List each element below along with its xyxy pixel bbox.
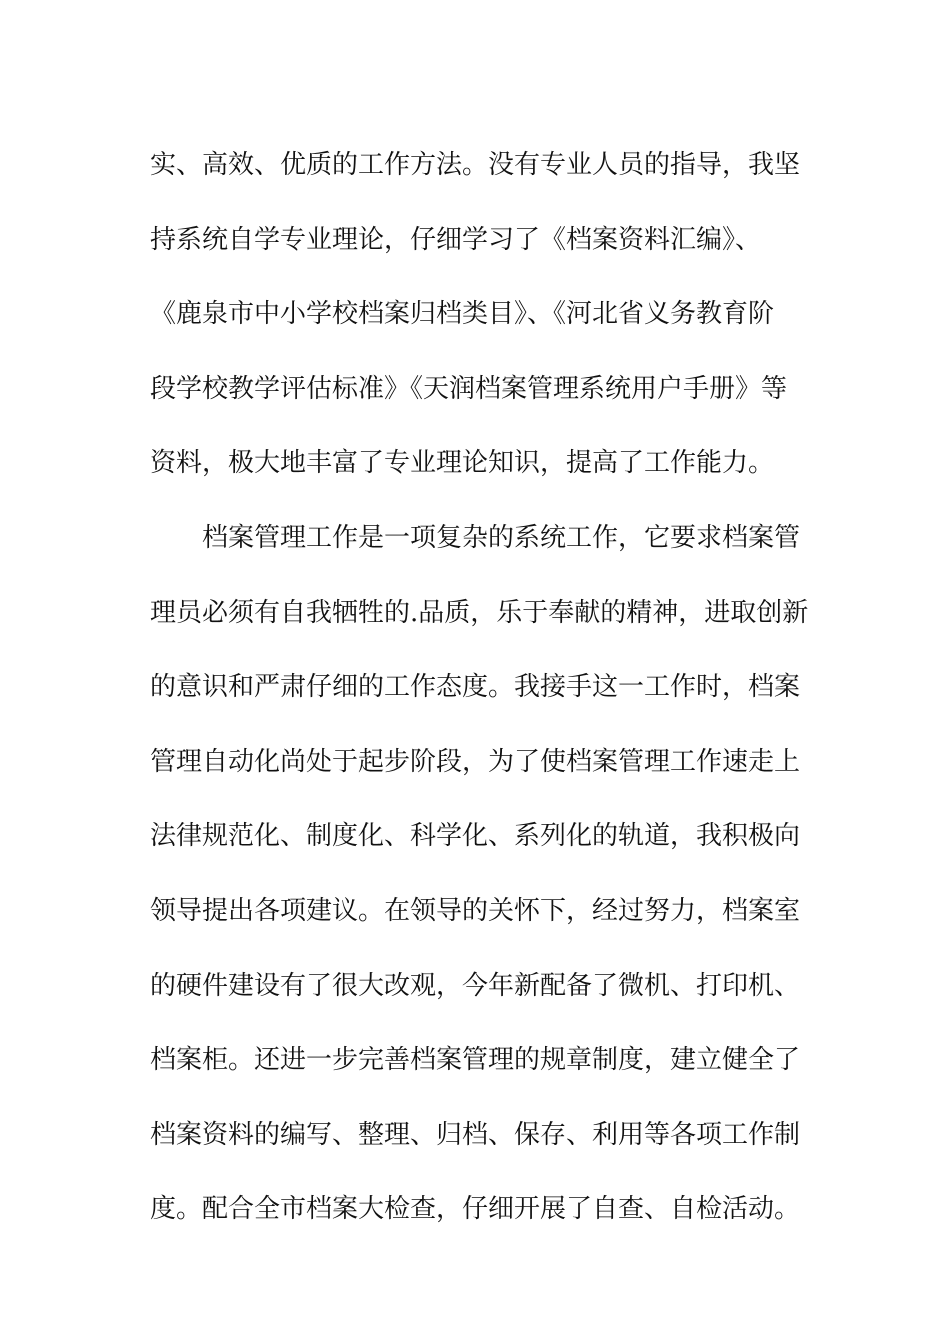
paragraph-line: 的意识和严肃仔细的工作态度。我接手这一工作时，档案 [150, 672, 801, 703]
paragraph-line: 资料，极大地丰富了专业理论知识，提高了工作能力。 [150, 448, 775, 479]
paragraph-line: 管理自动化尚处于起步阶段，为了使档案管理工作速走上 [150, 746, 801, 777]
paragraph-line: 《鹿泉市中小学校档案归档类目》、《河北省义务教育阶 [150, 299, 775, 330]
paragraph-line: 的硬件建设有了很大改观，今年新配备了微机、打印机、 [150, 970, 801, 1001]
document-body [150, 128, 810, 1247]
paragraph-line: 持系统自学专业理论，仔细学习了《档案资料汇编》、 [150, 224, 762, 255]
paragraph-line: 段学校教学评估标准》《天润档案管理系统用户手册》等 [150, 373, 788, 404]
paragraph-line: 领导提出各项建议。在领导的关怀下，经过努力，档案室 [150, 895, 801, 926]
paragraph-line: 理员必须有自我牺牲的.品质，乐于奉献的精神，进取创新 [150, 597, 809, 628]
paragraph-2 [150, 501, 810, 1247]
paragraph-1 [150, 128, 810, 501]
paragraph-line: 档案管理工作是一项复杂的系统工作，它要求档案管 [202, 522, 801, 553]
paragraph-line: 档案资料的编写、整理、归档、保存、利用等各项工作制 [150, 1119, 801, 1150]
paragraph-line: 度。配合全市档案大检查，仔细开展了自查、自检活动。 [150, 1194, 801, 1225]
paragraph-line: 实、高效、优质的工作方法。没有专业人员的指导，我坚 [150, 150, 801, 180]
paragraph-line: 法律规范化、制度化、科学化、系列化的轨道，我积极向 [150, 821, 801, 852]
paragraph-line: 档案柜。还进一步完善档案管理的规章制度，建立健全了 [150, 1045, 801, 1076]
